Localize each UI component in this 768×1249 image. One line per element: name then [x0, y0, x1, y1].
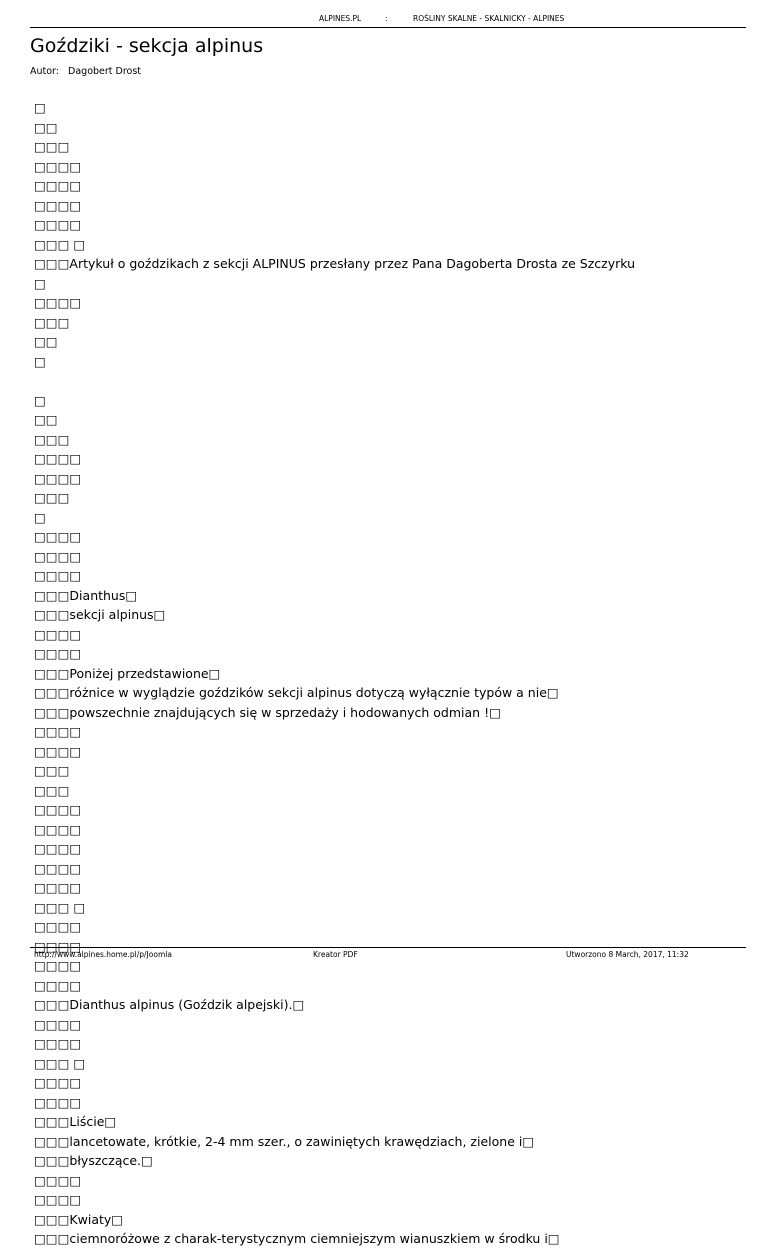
- header-category: ROŚLINY SKALNE - SKALNICKY - ALPINES: [413, 14, 565, 23]
- text-line: □□□ □: [34, 236, 86, 252]
- text-line: □□□□: [34, 938, 82, 954]
- text-line: □□□□: [34, 1075, 82, 1090]
- text-line: □□□□: [34, 1172, 82, 1188]
- text-line: □: [34, 100, 46, 115]
- text-line: □□□Artykuł o goździkach z sekcji ALPINUS przesłany przez Pana Dagoberta Drosta ze Szczyrku: [34, 256, 636, 271]
- header-site-name: ALPINES.PL: [319, 14, 362, 23]
- text-line: □□□□: [34, 860, 82, 876]
- text-line: □□□□: [34, 841, 82, 856]
- text-line: □□□□: [34, 977, 82, 993]
- text-line: □□□Kwiaty□: [34, 1211, 124, 1227]
- author-label: Autor:: [30, 66, 59, 77]
- text-line: □□□□: [34, 958, 82, 973]
- text-line: □□□□: [34, 158, 82, 174]
- text-line: □□□: [34, 314, 70, 330]
- footer-generator: Kreator PDF: [313, 950, 358, 959]
- text-line: □□□ □: [34, 899, 86, 915]
- text-line: □□□: [34, 431, 70, 447]
- text-line: □□□□: [34, 802, 82, 817]
- text-line: □□□powszechnie znajdujących się w sprzedaży i hodowanych odmian !□: [34, 704, 501, 720]
- footer-url: http://www.alpines.home.pl/p/Joomla: [34, 950, 172, 959]
- text-line: □: [34, 509, 46, 525]
- text-line: □□□Poniżej przedstawione□: [34, 665, 221, 681]
- text-line: □□□□: [34, 1036, 82, 1051]
- text-line: □□□□: [34, 724, 82, 739]
- header-divider: [30, 27, 746, 28]
- text-line: □□□□: [34, 178, 82, 193]
- text-line: □□□Dianthus alpinus (Goździk alpejski).□: [34, 997, 305, 1012]
- text-line: □□□□: [34, 217, 82, 232]
- text-line: □□□ □: [34, 1055, 86, 1071]
- text-line: □□□□: [34, 1192, 82, 1207]
- text-line: □□□ciemnoróżowe z charak-terystycznym ciemniejszym wianuszkiem w środku i□: [34, 1231, 560, 1246]
- text-line: [34, 371, 744, 391]
- text-line: □□□□: [34, 295, 82, 310]
- text-line: □□: [34, 412, 58, 427]
- text-line: □□□sekcji alpinus□: [34, 607, 166, 622]
- text-line: □□: [34, 334, 58, 349]
- text-line: □□□□: [34, 1016, 82, 1032]
- text-line: □□: [34, 119, 58, 135]
- text-line: □□□: [34, 782, 70, 798]
- text-line: □□□błyszczące.□: [34, 1153, 153, 1168]
- text-line: □□□□: [34, 626, 82, 642]
- article-body: [34, 98, 744, 1249]
- page-title: Goździki - sekcja alpinus: [30, 35, 264, 57]
- author-line: [30, 66, 141, 78]
- text-line: □□□□: [34, 548, 82, 564]
- header-separator: :: [385, 14, 388, 23]
- text-line: □□□□: [34, 1094, 82, 1110]
- text-line: □□□□: [34, 197, 82, 213]
- text-line: □□□□: [34, 568, 82, 583]
- author-name: Dagobert Drost: [68, 66, 142, 77]
- text-line: □□□□: [34, 646, 82, 661]
- text-line: □□□□: [34, 743, 82, 759]
- text-line: □□□Dianthus□: [34, 587, 138, 603]
- text-line: □□□□: [34, 919, 82, 934]
- page-header: [0, 14, 768, 26]
- text-line: □□□: [34, 490, 70, 505]
- footer-divider: [30, 947, 746, 948]
- text-line: □□□: [34, 139, 70, 154]
- text-line: □□□□: [34, 821, 82, 837]
- text-line: □□□□: [34, 880, 82, 895]
- text-line: □: [34, 275, 46, 291]
- text-line: □□□□: [34, 529, 82, 544]
- text-line: □□□□: [34, 470, 82, 486]
- text-line: □: [34, 392, 46, 408]
- text-line: □: [34, 353, 46, 369]
- text-line: □□□Liście□: [34, 1114, 117, 1129]
- text-line: □□□□: [34, 451, 82, 466]
- text-line: □□□różnice w wyglądzie goździków sekcji alpinus dotyczą wyłącznie typów a nie□: [34, 685, 559, 700]
- text-line: □□□: [34, 763, 70, 778]
- text-line: □□□lancetowate, krótkie, 2-4 mm szer., o zawiniętych krawędziach, zielone i□: [34, 1133, 535, 1149]
- footer-created-date: Utworzono 8 March, 2017, 11:32: [566, 950, 689, 959]
